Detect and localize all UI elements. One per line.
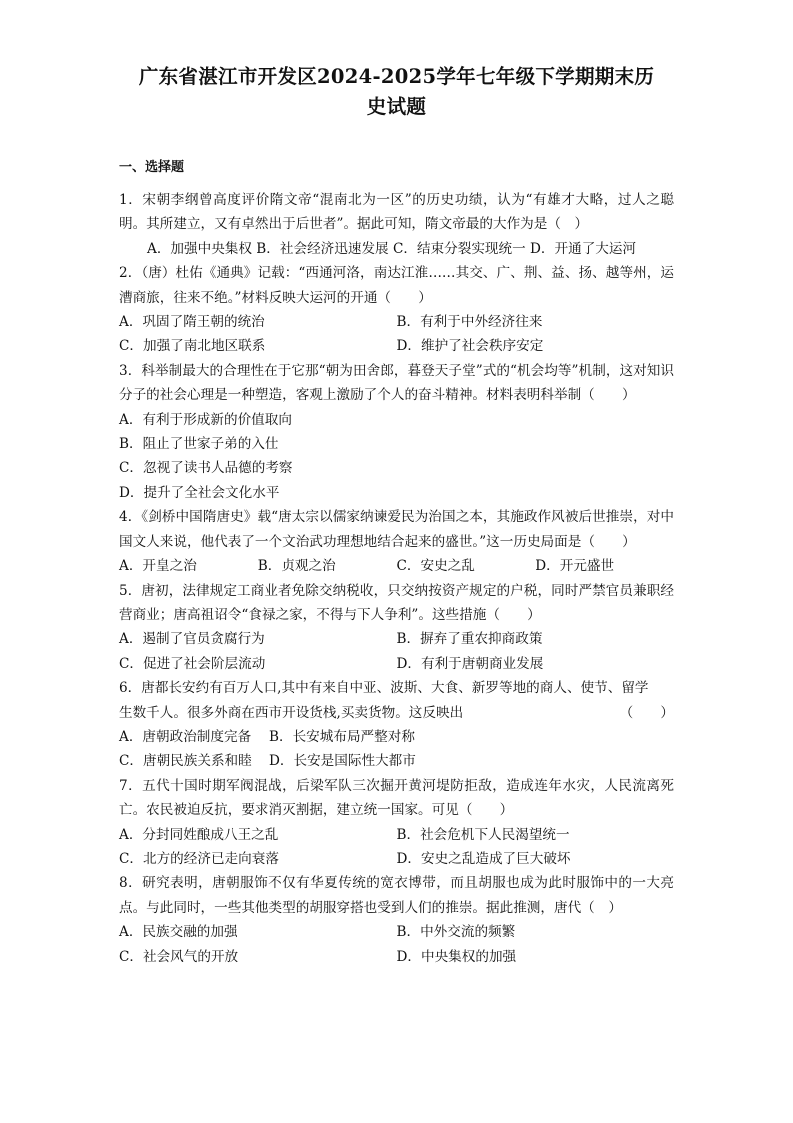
question-stem: 7．五代十国时期军阀混战，后梁军队三次掘开黄河堤防拒敌，造成连年水灾，人民流离死亡。农民被迫反抗，要求消灭割据，建立统一国家。可见（ ）: [119, 777, 674, 819]
option-c: C．促进了社会阶层流动: [119, 655, 266, 672]
question-stem: 4．《剑桥中国隋唐史》载“唐太宗以儒家纳谏爱民为治国之本，其施政作风被后世推崇，对中国文人来说，他代表了一个文治武功理想地结合起来的盛世。”这一历史局面是（ ）: [119, 509, 674, 550]
option-c: C．安史之乱: [396, 558, 475, 575]
option-b: B．贞观之治: [257, 558, 336, 575]
option-a: A．遏制了官员贪腐行为: [119, 631, 265, 648]
page-title-line2: 史试题: [366, 95, 427, 118]
option-d: D．安史之乱造成了巨大破坏: [396, 850, 571, 867]
option-d: D．中央集权的加强: [396, 948, 517, 965]
option-b: B．中外交流的频繁: [396, 924, 516, 941]
option-c: C．社会风气的开放: [119, 948, 239, 965]
page-title: [100, 62, 693, 122]
question-stem: 2．（唐）杜佑《通典》记载：“西通河洛，南达江淮……其交、广、荆、益、扬、越等州，运漕商旅，往来不绝。”材料反映大运河的开通（ ）: [119, 265, 674, 306]
question-stem-line2: 生数千人。很多外商在西市开设货栈,买卖货物。这反映出: [119, 704, 464, 721]
question-stem: 1．宋朝李纲曾高度评价隋文帝“混南北为一区”的历史功绩，认为“有雄才大略，过人之聪明。其所建立，又有卓然出于后世者”。据此可知，隋文帝最的大作为是（ ）: [119, 192, 674, 233]
option-c: C．加强了南北地区联系: [119, 338, 266, 355]
question-1: [119, 188, 674, 261]
option-c: C．北方的经济已走向衰落: [119, 850, 279, 867]
option-b: B．摒弃了重农抑商政策: [396, 631, 543, 648]
option-c: C．忽视了读书人品德的考察: [119, 460, 293, 477]
option-a: A．有利于形成新的价值取向: [119, 411, 292, 428]
question-8: [119, 871, 674, 969]
question-stem: 5．唐初，法律规定工商业者免除交纳税收，只交纳按资产规定的户税，同时严禁官员兼职经营商业；唐高祖诏令“食禄之家，不得与下人争利”。这些措施（ ）: [119, 582, 674, 623]
question-7: [119, 774, 674, 872]
option-a: A．巩固了隋王朝的统治: [119, 314, 265, 331]
option-d: D．维护了社会秩序安定: [396, 338, 544, 355]
question-6: [119, 676, 674, 774]
question-stem-line1: 6．唐都长安约有百万人口,其中有来自中亚、波斯、大食、新罗等地的商人、使节、留学: [119, 680, 649, 697]
question-5: [119, 579, 674, 677]
section-heading: 一、选择题: [119, 160, 185, 175]
option-d: D．开元盛世: [535, 558, 615, 575]
option-d: D．有利于唐朝商业发展: [396, 655, 544, 672]
question-2: [119, 261, 674, 359]
option-b: B．有利于中外经济往来: [396, 314, 543, 331]
answer-paren: （ ）: [619, 704, 674, 721]
option-d: D．长安是国际性大都市: [269, 753, 416, 770]
option-a: A．分封同姓酿成八王之乱: [119, 826, 279, 843]
question-4: [119, 505, 674, 578]
page-title-line1: 广东省湛江市开发区2024-2025学年七年级下学期期末历: [138, 65, 655, 88]
option-a: A．唐朝政治制度完备: [119, 728, 252, 745]
option-a: A．民族交融的加强: [119, 924, 238, 941]
question-3: [119, 359, 674, 505]
option-b: B．长安城布局严整对称: [269, 728, 415, 745]
question-options: A．加强中央集权 B．社会经济迅速发展 C．结束分裂实现统一 D．开通了大运河: [147, 240, 637, 257]
option-b: B．社会危机下人民渴望统一: [396, 826, 570, 843]
question-list: [119, 188, 674, 969]
option-d: D．提升了全社会文化水平: [119, 484, 280, 501]
option-b: B．阻止了世家子弟的入仕: [119, 436, 279, 453]
question-stem: 3．科举制最大的合理性在于它那“朝为田舍郎，暮登天子堂”式的“机会均等”机制，这对知识分子的社会心理是一种塑造，客观上激励了个人的奋斗精神。材料表明科举制（ ）: [119, 362, 674, 404]
question-stem: 8．研究表明，唐朝服饰不仅有华夏传统的宽衣博带，而且胡服也成为此时服饰中的一大亮点。与此同时，一些其他类型的胡服穿搭也受到人们的推崇。据此推测，唐代（ ）: [119, 875, 674, 916]
option-c: C．唐朝民族关系和睦: [119, 753, 252, 770]
option-a: A．开皇之治: [119, 558, 197, 575]
